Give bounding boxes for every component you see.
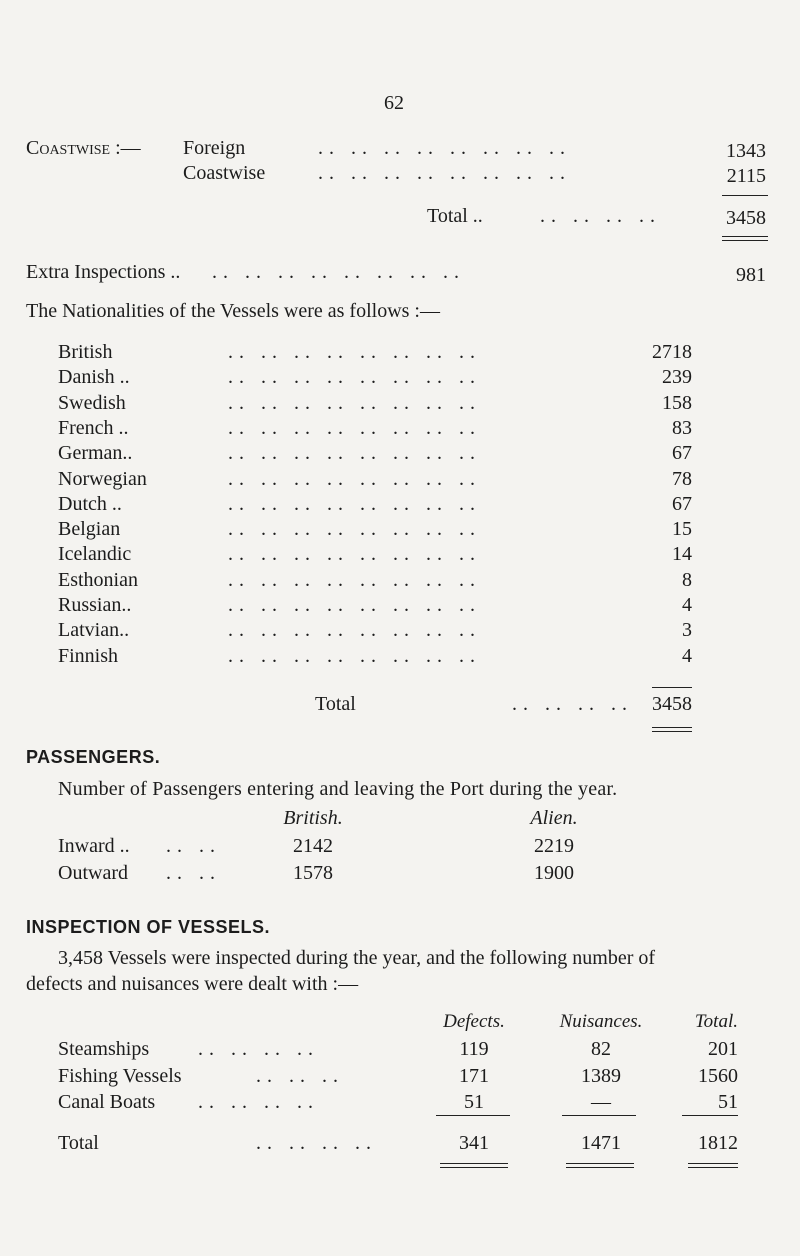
leader-dots: .. .. <box>166 835 221 857</box>
coastwise-total-label: Total .. <box>427 205 483 227</box>
extra-inspections-value: 981 <box>736 264 766 286</box>
nationality-label: French .. <box>58 416 129 439</box>
nationality-label: German.. <box>58 442 133 465</box>
nationality-value: 3 <box>682 619 692 642</box>
inspection-total-label: Total <box>58 1132 99 1154</box>
inspection-row-label: Canal Boats <box>58 1091 156 1113</box>
subtotal-rule <box>562 1115 636 1116</box>
leader-dots: .. .. .. .. <box>198 1038 319 1060</box>
inspection-intro-line2: defects and nuisances were dealt with :— <box>26 973 359 995</box>
nationalities-heading: The Nationalities of the Vessels were as follows :— <box>26 300 440 322</box>
leader-dots: .. .. .. .. .. .. .. .. <box>228 594 481 616</box>
leader-dots: .. .. .. .. .. .. .. .. <box>318 137 571 159</box>
leader-dots: .. .. .. .. .. .. .. .. <box>228 619 481 642</box>
nationality-label: Russian.. <box>58 594 132 616</box>
nationality-value: 14 <box>672 543 692 566</box>
passengers-british: 1578 <box>293 862 333 884</box>
total-double-rule <box>722 236 768 241</box>
total-double-rule <box>652 727 692 732</box>
nationality-value: 2718 <box>652 341 692 363</box>
col-defects: Defects. <box>443 1011 505 1032</box>
inspection-defects: 119 <box>459 1038 489 1060</box>
inspection-total-defects: 341 <box>459 1132 489 1154</box>
nationality-label: Esthonian <box>58 568 138 591</box>
inspection-nuisances: 82 <box>591 1038 611 1060</box>
leader-dots: .. .. .. .. .. .. .. .. <box>228 568 481 591</box>
coastwise-row-label: Foreign <box>183 137 246 159</box>
col-nuisances: Nuisances. <box>559 1011 643 1032</box>
leader-dots: .. .. .. .. .. .. .. .. <box>228 467 481 490</box>
leader-dots: .. .. .. .. .. .. .. .. <box>228 644 481 667</box>
nationality-label: Belgian <box>58 518 121 541</box>
col-british: British. <box>283 807 343 829</box>
inspection-total: 201 <box>708 1038 738 1060</box>
leader-dots: .. .. .. .. .. .. .. .. <box>228 492 481 515</box>
coastwise-row-value: 2115 <box>726 165 766 187</box>
leader-dots: .. .. .. .. .. .. .. .. <box>228 416 481 439</box>
leader-dots: .. .. .. .. <box>198 1091 319 1113</box>
nationality-value: 67 <box>672 492 692 515</box>
total-double-rule <box>688 1163 738 1168</box>
coastwise-label: Coastwise :— <box>26 137 141 159</box>
coastwise-total-value: 3458 <box>726 207 766 229</box>
total-double-rule <box>440 1163 508 1168</box>
inspection-total-total: 1812 <box>698 1132 738 1154</box>
nationality-label: Danish .. <box>58 366 130 389</box>
nationality-label: Norwegian <box>58 467 147 490</box>
inspection-total-nuisances: 1471 <box>581 1132 621 1154</box>
nationality-label: Icelandic <box>58 543 132 566</box>
leader-dots: .. .. .. .. .. .. .. .. <box>228 341 481 363</box>
subtotal-rule <box>722 195 768 196</box>
leader-dots: .. .. .. .. .. .. .. .. <box>228 366 481 389</box>
subtotal-rule <box>652 687 692 688</box>
page-number: 62 <box>384 92 404 114</box>
passengers-alien: 2219 <box>534 835 574 857</box>
leader-dots: .. .. .. .. .. .. .. .. <box>228 518 481 541</box>
extra-inspections-label: Extra Inspections .. <box>26 261 181 283</box>
inspection-defects: 171 <box>459 1064 489 1087</box>
nationality-value: 67 <box>672 442 692 465</box>
leader-dots: .. .. .. .. .. .. .. .. <box>228 442 481 465</box>
nationality-label: Finnish <box>58 644 119 667</box>
nationality-value: 8 <box>682 568 692 591</box>
subtotal-rule <box>682 1115 738 1116</box>
coastwise-row-value: 1343 <box>726 140 766 162</box>
passengers-row-label: Outward <box>58 862 128 884</box>
inspection-total: 1560 <box>698 1064 738 1087</box>
passengers-intro: Number of Passengers entering and leaving the Port during the year. <box>58 778 618 800</box>
leader-dots: .. .. .. .. .. .. .. .. <box>212 261 465 283</box>
col-total: Total. <box>694 1011 738 1032</box>
nationality-value: 4 <box>682 594 692 616</box>
nationalities-total-label: Total <box>315 693 356 715</box>
passengers-row-label: Inward .. <box>58 835 130 857</box>
leader-dots: .. .. .. .. .. .. .. .. <box>228 543 481 566</box>
leader-dots: .. .. .. .. .. .. .. .. <box>318 162 571 184</box>
nationality-label: British <box>58 341 113 363</box>
col-alien: Alien. <box>530 807 578 829</box>
nationality-value: 158 <box>662 391 692 414</box>
nationality-value: 15 <box>672 518 692 541</box>
nationality-label: Latvian.. <box>58 619 130 642</box>
nationalities-total-value: 3458 <box>652 693 692 715</box>
inspection-total: 51 <box>718 1091 738 1113</box>
coastwise-row-label: Coastwise <box>183 162 266 184</box>
leader-dots: .. .. .. <box>256 1064 344 1087</box>
nationality-value: 78 <box>672 467 692 490</box>
inspection-row-label: Steamships <box>58 1038 150 1060</box>
nationality-value: 239 <box>662 366 692 389</box>
passengers-alien: 1900 <box>534 862 574 884</box>
passengers-british: 2142 <box>293 835 333 857</box>
leader-dots: .. .. <box>166 862 221 884</box>
leader-dots: .. .. .. .. <box>256 1132 377 1154</box>
inspection-nuisances: 1389 <box>581 1064 621 1087</box>
inspection-heading: INSPECTION OF VESSELS. <box>26 917 271 937</box>
nationality-value: 83 <box>672 416 692 439</box>
leader-dots: .. .. .. .. .. .. .. .. <box>228 391 481 414</box>
leader-dots: .. .. .. .. <box>512 693 633 715</box>
leader-dots: .. .. .. .. <box>540 205 661 227</box>
inspection-defects: 51 <box>464 1091 484 1113</box>
nationality-value: 4 <box>682 644 692 667</box>
total-double-rule <box>566 1163 634 1168</box>
inspection-nuisances: — <box>591 1091 611 1113</box>
inspection-intro-line1: 3,458 Vessels were inspected during the year, and the following number of <box>58 947 656 969</box>
subtotal-rule <box>436 1115 510 1116</box>
passengers-heading: PASSENGERS. <box>26 747 161 767</box>
nationality-label: Dutch .. <box>58 492 122 515</box>
nationality-label: Swedish <box>58 391 126 414</box>
inspection-row-label: Fishing Vessels <box>58 1064 182 1087</box>
